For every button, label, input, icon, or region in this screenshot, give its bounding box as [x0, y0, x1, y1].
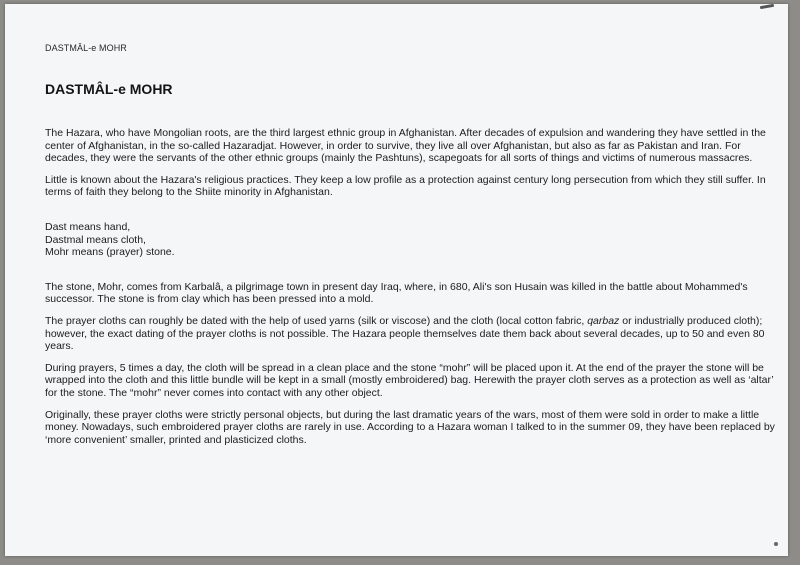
definition-line: Mohr means (prayer) stone. — [45, 246, 175, 259]
info-sheet — [5, 4, 788, 556]
religion-paragraph: Little is known about the Hazara's religious practices. They keep a low profile as a protection against century long persecution from which they still suffer. In terms of faith they belong to the Shiite minority in Afghanistan. — [45, 173, 766, 199]
cloth-text-italic: qarbaz — [587, 314, 620, 327]
prayer-paragraph: During prayers, 5 times a day, the cloth will be spread in a clean place and the stone “mohr” will be placed upon it. At the end of the prayer the stone will be wrapped into the cloth and this little bundle will be kept in a small (mostly embroidered) bag. Herewith the prayer cloth serves as a protection as well as ‘altar’ for the stone. The “mohr” never comes into contact with any other object. — [45, 361, 774, 399]
pin-icon — [774, 542, 778, 546]
definition-line: Dastmal means cloth, — [45, 233, 146, 246]
cloth-text-before: The prayer cloths can roughly be dated with the help of used yarns (silk or viscose) and the cloth (local cotton fabric, — [45, 314, 588, 327]
stone-paragraph: The stone, Mohr, comes from Karbalâ, a pilgrimage town in present day Iraq, where, in 680, Ali's son Husain was killed in the battle about Mohammed's successor. The stone is from clay which has been pressed into a mold. — [45, 280, 748, 306]
page-title: DASTMÂL-e MOHR — [45, 81, 173, 97]
header-tag: DASTMÂL-e MOHR — [45, 43, 127, 53]
definition-line: Dast means hand, — [45, 220, 131, 233]
cloth-paragraph — [45, 315, 780, 353]
closing-paragraph: Originally, these prayer cloths were strictly personal objects, but during the last dramatic years of the wars, most of them were sold in order to make a little money. Nowadays, such embroidered prayer cloths are rarely in use. According to a Hazara woman I talked to in the summer 09, they have been replaced by ‘more convenient’ smaller, printed and plasticized cloths. — [45, 408, 775, 446]
cloth-text-after: or industrially produced cloth); however, the exact dating of the prayer cloths is not possible. The Hazara people themselves date them back about several decades, up to 50 and even 80 years. — [45, 314, 765, 353]
body-text — [45, 127, 780, 446]
pin-icon — [760, 4, 774, 9]
intro-paragraph: The Hazara, who have Mongolian roots, are the third largest ethnic group in Afghanistan. After decades of expulsion and wandering they have settled in the center of Afghanistan, in the so-called Hazaradjat. However, in order to survive, they live all over Afghanistan, but also as far as Pakistan and Iran. For decades, they were the servants of the other ethnic groups (mainly the Pashtuns), scapegoats for all sorts of things and victims of numerous massacres. — [45, 127, 766, 165]
